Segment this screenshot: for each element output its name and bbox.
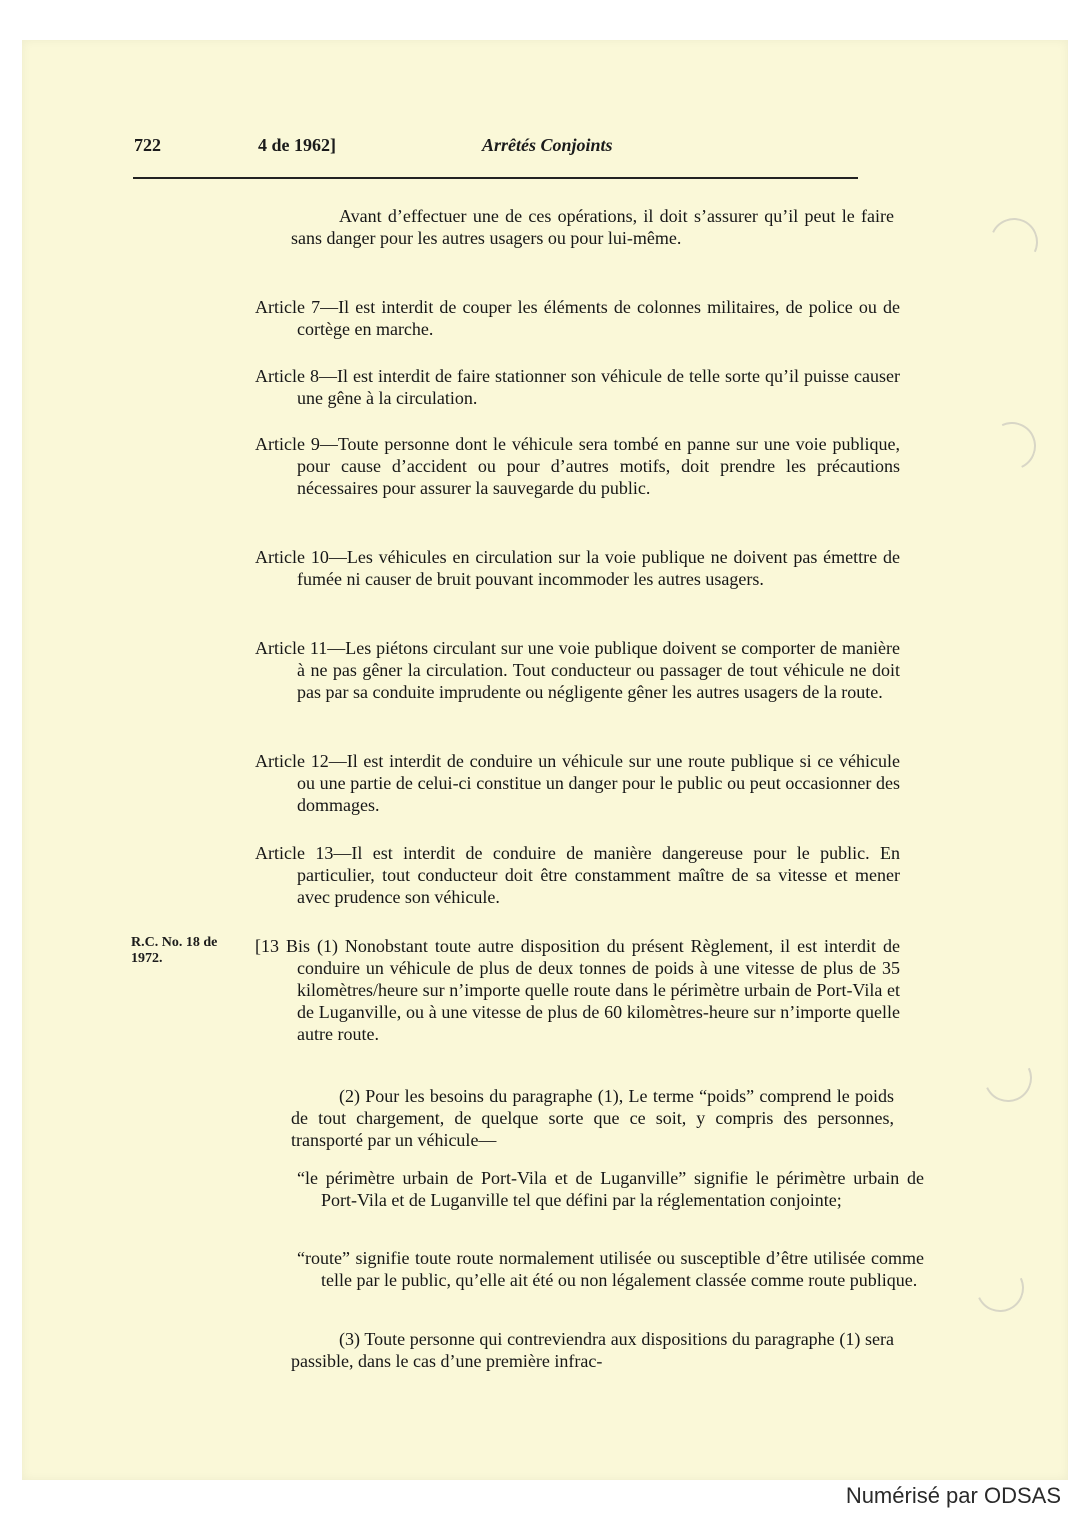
- article-12: Article 12—Il est interdit de conduire un véhicule sur une route publique si ce véhicule ou une partie de celui-ci constitue un danger pour le public ou peut occasionner des dommages.: [255, 751, 900, 815]
- definition-route: “route” signifie toute route normalement utilisée ou susceptible d’être utilisée comme telle par le public, qu’elle ait été ou non légalement classée comme route publique.: [297, 1248, 924, 1290]
- header-rule: [133, 177, 858, 179]
- article-9: Article 9—Toute personne dont le véhicule sera tombé en panne sur une voie publique, pour cause d’accident ou pour d’autres motifs, doit prendre les précautions nécessaires pour assurer la sauvegarde du public.: [255, 434, 900, 498]
- digitization-credit: Numérisé par ODSAS: [845, 1483, 1061, 1508]
- article-11: Article 11—Les piétons circulant sur une voie publique doivent se comporter de manière à ne pas gêner la circulation. Tout conducteur ou passager de tout véhicule ne doit pas par sa conduite imprudente ou négligente gêner les autres usagers de la route.: [255, 638, 900, 702]
- article-7: Article 7—Il est interdit de couper les éléments de colonnes militaires, de police ou de cortège en marche.: [255, 297, 900, 339]
- header-title: Arrêtés Conjoints: [482, 135, 613, 155]
- article-13-bis-3: (3) Toute personne qui contreviendra aux dispositions du paragraphe (1) sera passible, dans le cas d’une première infrac-: [291, 1329, 894, 1371]
- article-13-bis-2: (2) Pour les besoins du paragraphe (1), Le terme “poids” comprend le poids de tout chargement, de quelque sorte que ce soit, y compris des personnes, transporté par un véhicule—: [291, 1086, 894, 1150]
- header-year-reference: 4 de 1962]: [258, 135, 336, 155]
- article-13: Article 13—Il est interdit de conduire de manière dangereuse pour le public. En particulier, tout conducteur doit être constamment maître de sa vitesse et mener avec prudence son véhicule.: [255, 843, 900, 907]
- article-13-bis-1: [13 Bis (1) Nonobstant toute autre disposition du présent Règlement, il est interdit de conduire un véhicule de plus de deux tonnes de poids à une vitesse de plus de 35 kilomètres/heure sur n’importe quelle route dans le périmètre urbain de Port-Vila et de Luganville, ou à une vitesse de plus de 60 kilomètres-heure sur n’importe quelle autre route.: [255, 936, 900, 1044]
- intro-paragraph: Avant d’effectuer une de ces opérations, il doit s’assurer qu’il peut le faire sans danger pour les autres usagers ou pour lui-même.: [291, 206, 894, 248]
- definition-perimetre-urbain: “le périmètre urbain de Port-Vila et de Luganville” signifie le périmètre urbain de Port-Vila et de Luganville tel que défini par la réglementation conjointe;: [297, 1168, 924, 1210]
- article-10: Article 10—Les véhicules en circulation sur la voie publique ne doivent pas émettre de fumée ni causer de bruit pouvant incommoder les autres usagers.: [255, 547, 900, 589]
- page-number: 722: [134, 135, 161, 155]
- margin-note: R.C. No. 18 de 1972.: [131, 935, 218, 966]
- article-8: Article 8—Il est interdit de faire stationner son véhicule de telle sorte qu’il puisse causer une gêne à la circulation.: [255, 366, 900, 408]
